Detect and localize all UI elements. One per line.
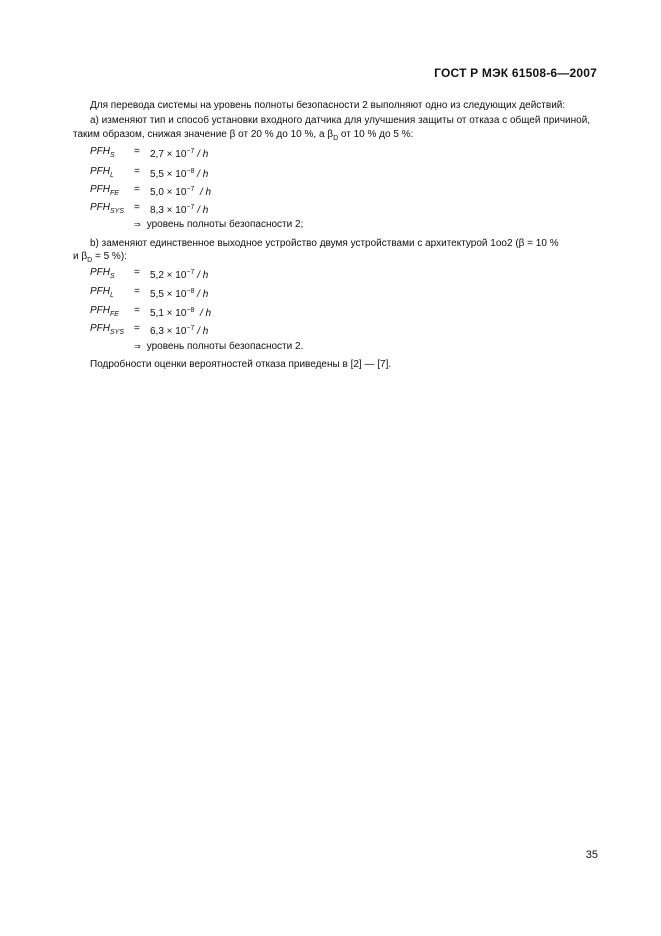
formula-equals: = <box>134 305 140 316</box>
formula-value: $8,3 \times 10^{-7} / h$ <box>150 204 209 216</box>
implies-icon: ⇒ <box>134 220 141 229</box>
conclusion-b-text: уровень полноты безопасности 2. <box>146 341 304 352</box>
item-b-line-1: b) заменяют единственное выходное устройство двумя устройствами с архитектурой 1oo2 (β = 10 % <box>90 238 559 249</box>
details-paragraph: Подробности оценки вероятностей отказа приведены в [2] — [7]. <box>90 359 392 370</box>
conclusion-b <box>134 341 303 353</box>
formula-value: $5,1 \times 10^{-8} / h$ <box>150 307 212 319</box>
beta-d-subscript: D <box>87 257 93 264</box>
item-b-line-2-tail: = 5 %): <box>92 251 127 262</box>
document-code-header: ГОСТ Р МЭК 61508-6—2007 <box>434 66 597 80</box>
item-a-line-1: а) изменяют тип и способ установки входного датчика для улучшения защиты от отказа с общей причиной, <box>90 115 591 126</box>
formula-equals: = <box>134 267 140 278</box>
conclusion-a <box>134 219 303 231</box>
formula-symbol: $PFH_S$ <box>90 146 115 159</box>
item-a-line-2 <box>73 129 599 145</box>
formula-symbol: $PFH_S$ <box>90 267 115 280</box>
formula-equals: = <box>134 323 140 334</box>
formula-equals: = <box>134 184 140 195</box>
formula-symbol: $PFH_{SYS}$ <box>90 323 125 336</box>
item-a-line-2-tail: от 10 % до 5 %: <box>338 129 414 140</box>
formula-value: $6,3 \times 10^{-7} / h$ <box>150 325 209 337</box>
formula-value: $5,0 \times 10^{-7} / h$ <box>150 186 212 198</box>
page-number: 35 <box>585 849 598 861</box>
formula-equals: = <box>134 202 140 213</box>
formula-symbol: $PFH_{FE}$ <box>90 305 119 318</box>
conclusion-a-text: уровень полноты безопасности 2; <box>146 219 304 230</box>
formula-equals: = <box>134 166 140 177</box>
formula-equals: = <box>134 146 140 157</box>
implies-icon: ⇒ <box>134 342 141 351</box>
formula-equals: = <box>134 286 140 297</box>
formula-value: $5,5 \times 10^{-8} / h$ <box>150 168 209 180</box>
formula-symbol: $PFH_{SYS}$ <box>90 202 125 215</box>
formula-value: $5,2 \times 10^{-7} / h$ <box>150 269 209 281</box>
formula-symbol: $PFH_{FE}$ <box>90 184 119 197</box>
formula-value: $2,7 \times 10^{-7} / h$ <box>150 148 209 160</box>
formula-symbol: $PFH_L$ <box>90 286 114 299</box>
item-a-line-2-text: таким образом, снижая значение β от 20 % до 10 %, а β <box>73 129 334 140</box>
intro-paragraph: Для перевода системы на уровень полноты безопасности 2 выполняют одно из следующих действий: <box>90 100 566 111</box>
item-b-line-2-text: и β <box>73 251 88 262</box>
item-b-line-2 <box>73 251 599 267</box>
beta-d-subscript: D <box>333 135 339 142</box>
formula-symbol: $PFH_L$ <box>90 166 114 179</box>
formula-value: $5,5 \times 10^{-8} / h$ <box>150 288 209 300</box>
